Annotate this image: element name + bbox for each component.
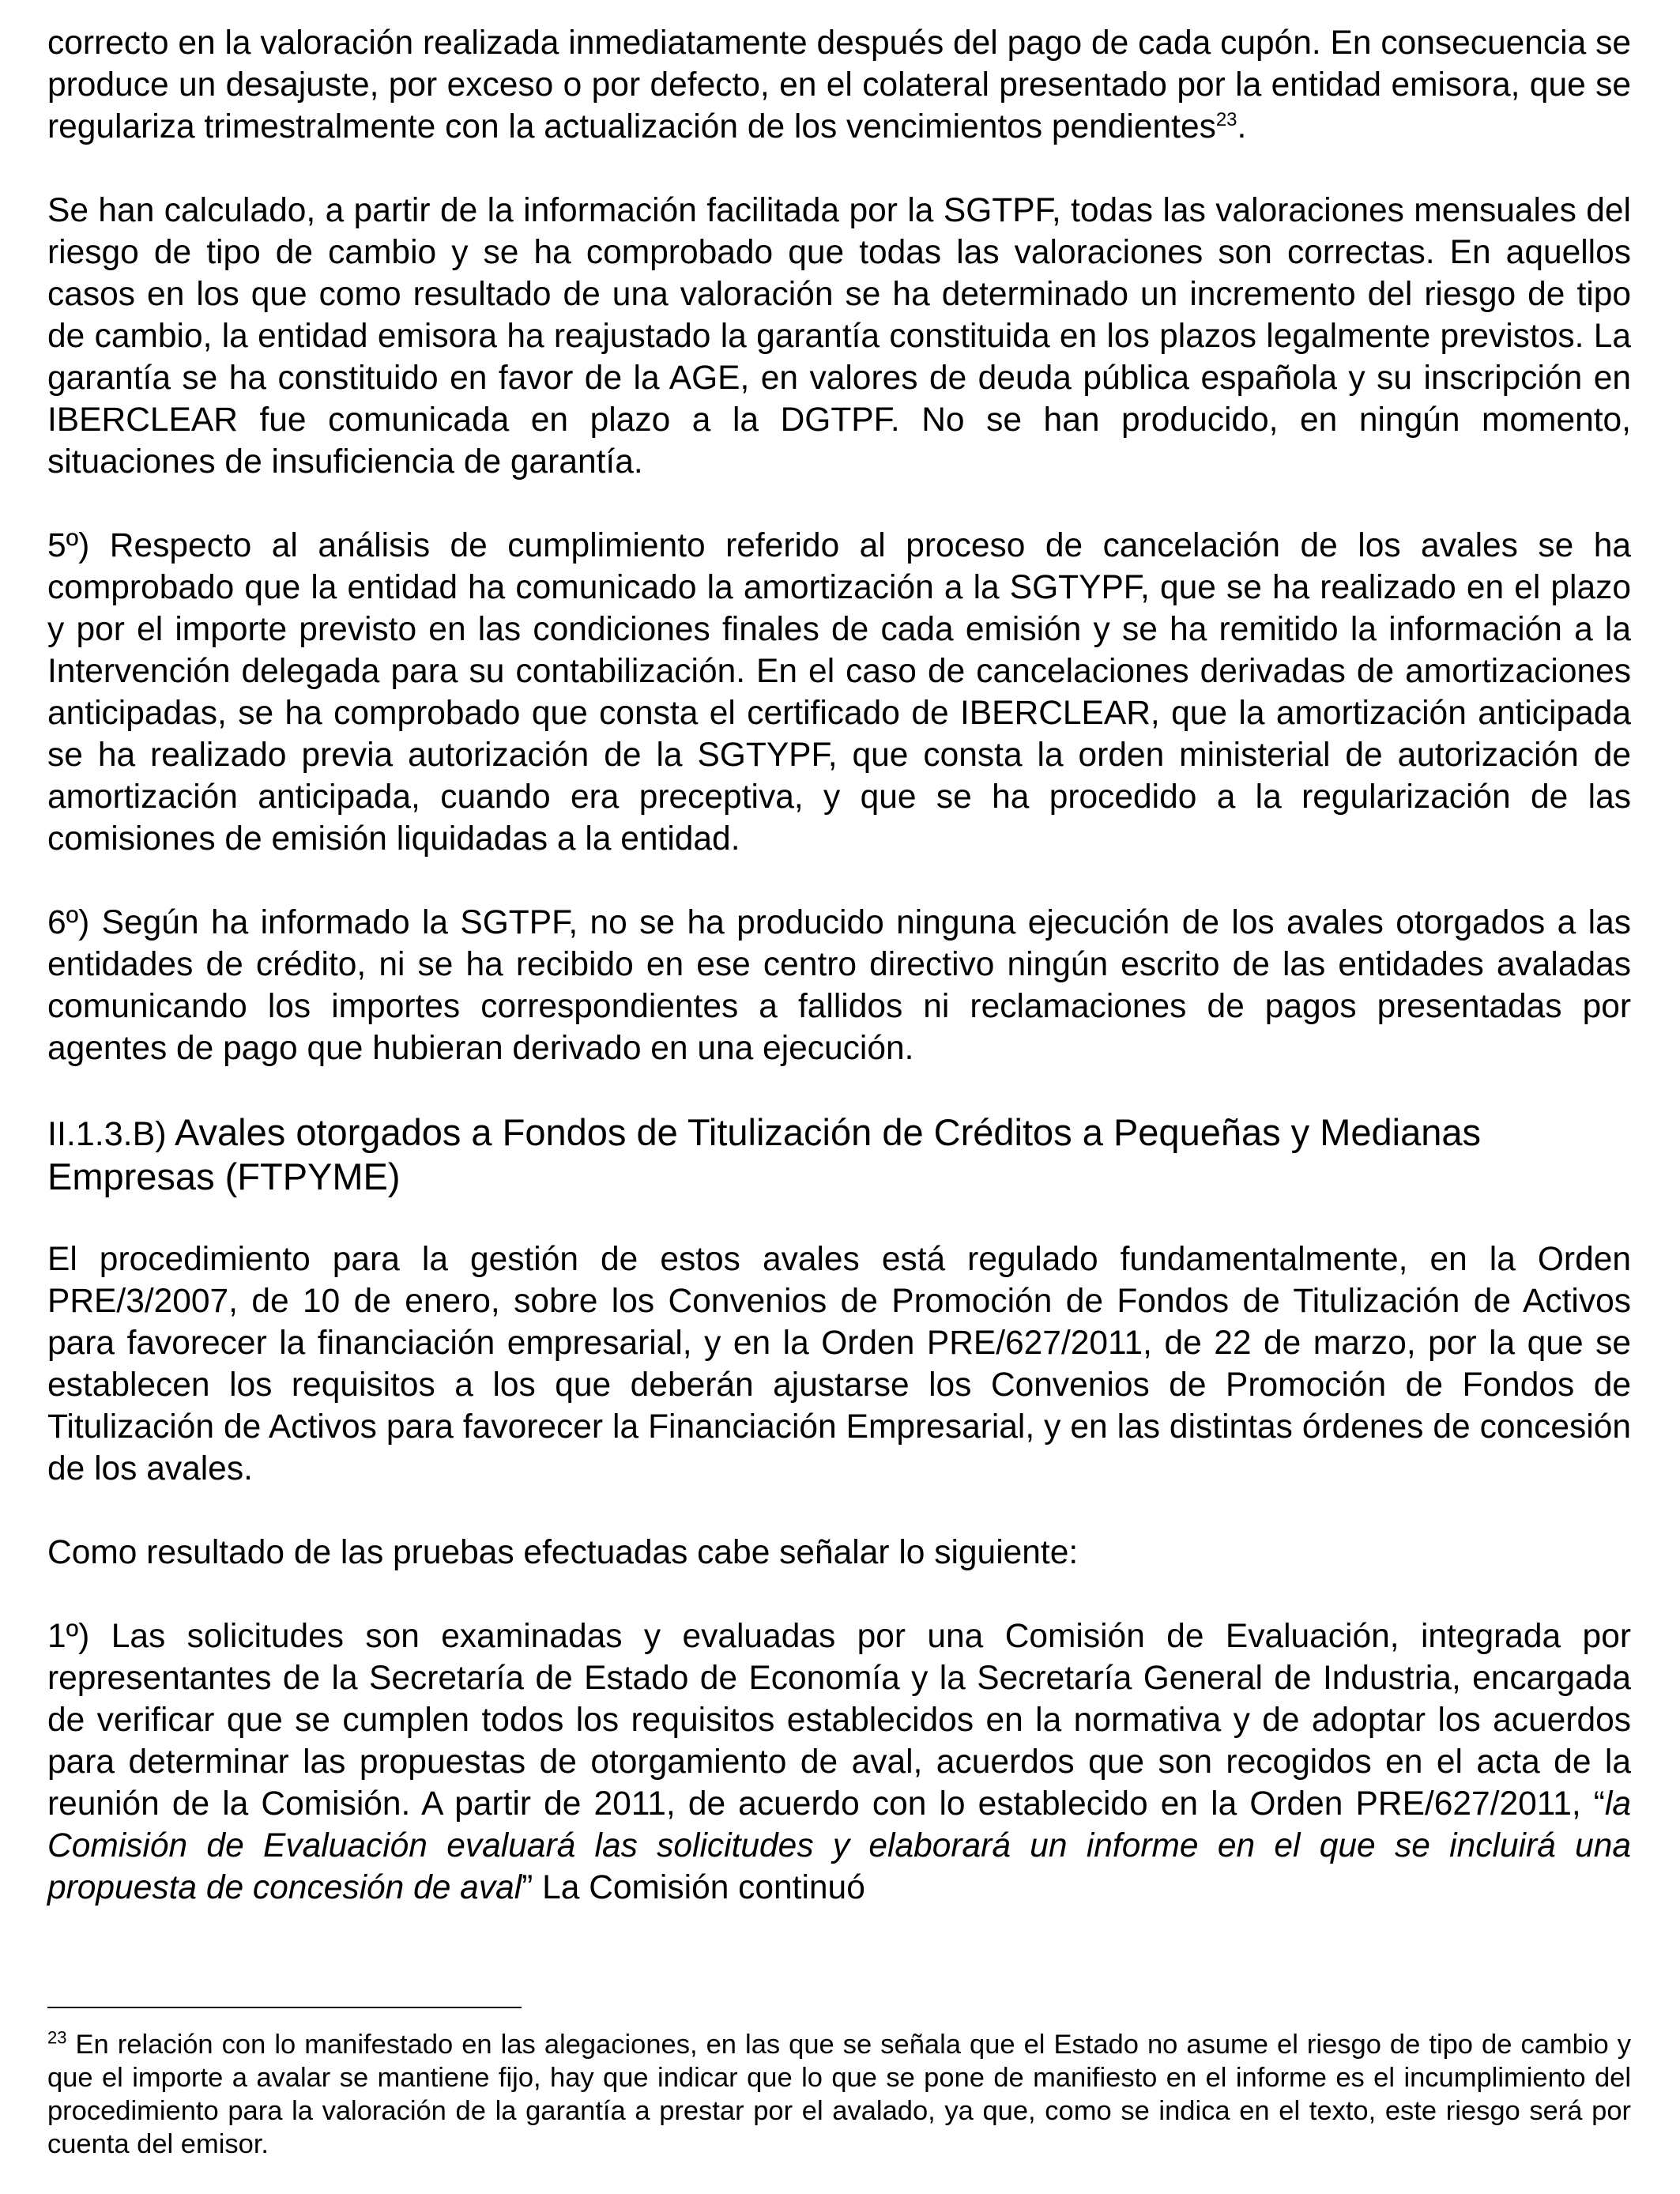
paragraph-results-intro: Como resultado de las pruebas efectuadas cabe señalar lo siguiente: [47, 1534, 1079, 1571]
footnote [47, 2028, 1631, 2161]
paragraph-commission [47, 1615, 1631, 1909]
paragraph-valuation [47, 22, 1631, 148]
footnote-separator [47, 2007, 522, 2008]
paragraph-cancellation: 5º) Respecto al análisis de cumplimiento referido al proceso de cancelación de los avales se ha comprobado que la entidad ha comunicado la amortización a la SGTYPF, que se ha realizado en el plazo y por el importe previsto en las condiciones finales de cada emisión y se ha remitido la información a la Intervención delegada para su contabilización. En el caso de cancelaciones derivadas de amortizaciones anticipadas, se ha comprobado que consta el certificado de IBERCLEAR, que la amortización anticipada se ha realizado previa autorización de la SGTYPF, que consta la orden ministerial de autorización de amortización anticipada, cuando era preceptiva, y que se ha procedido a la regularización de las comisiones de emisión liquidadas a la entidad. [47, 527, 1631, 858]
paragraph-text: 1º) Las solicitudes son examinadas y evaluadas por una Comisión de Evaluación, integrada por representantes de la Secretaría de Estado de Economía y la Secretaría General de Industria, encargada de verificar que se cumplen todos los requisitos establecidos en la normativa y de adoptar los acuerdos para determinar las propuestas de otorgamiento de aval, acuerdos que son recogidos en el acta de la reunión de la Comisión. A partir de 2011, de acuerdo con lo establecido en la Orden PRE/627/2011, “ [47, 1618, 1631, 1823]
section-heading [47, 1111, 1631, 1198]
footnote-text: En relación con lo manifestado en las alegaciones, en las que se señala que el Estado no asume el riesgo de tipo de cambio y que el importe a avalar se mantiene fijo, hay que indicar que lo que se pone de manifiesto en el informe es el incumplimiento del procedimiento para la valoración de la garantía a prestar por el avalado, ya que, como se indica en el texto, este riesgo será por cuenta del emisor. [47, 2030, 1631, 2159]
paragraph-text: ” La Comisión continuó [522, 1869, 865, 1906]
paragraph-text: correcto en la valoración realizada inmediatamente después del pago de cada cupón. En consecuencia se produce un desajuste, por exceso o por defecto, en el colateral presentado por la entidad emisora, que se regulariza trimestralmente con la actualización de los vencimientos pendientes [47, 25, 1631, 145]
section-title: Avales otorgados a Fondos de Titulización de Créditos a Pequeñas y Medianas Empresas (FTPYME) [47, 1111, 1482, 1197]
footnote-number: 23 [47, 2027, 67, 2048]
section-number: II.1.3.B) [47, 1115, 167, 1153]
paragraph-text: . [1237, 108, 1247, 145]
paragraph-exchange-risk: Se han calculado, a partir de la información facilitada por la SGTPF, todas las valoraciones mensuales del riesgo de tipo de cambio y se ha comprobado que todas las valoraciones son correctas. En aquellos casos en los que como resultado de una valoración se ha determinado un incremento del riesgo de tipo de cambio, la entidad emisora ha reajustado la garantía constituida en los plazos legalmente previstos. La garantía se ha constituido en favor de la AGE, en valores de deuda pública española y su inscripción en IBERCLEAR fue comunicada en plazo a la DGTPF. No se han producido, en ningún momento, situaciones de insuficiencia de garantía. [47, 192, 1631, 481]
quoted-text: la Comisión de Evaluación evaluará las solicitudes y elaborará un informe en el que se incluirá una propuesta de concesión de aval [47, 1785, 1631, 1906]
paragraph-execution: 6º) Según ha informado la SGTPF, no se ha producido ninguna ejecución de los avales otorgados a las entidades de crédito, ni se ha recibido en ese centro directivo ningún escrito de las entidades avaladas comunicando los importes correspondientes a fallidos ni reclamaciones de pagos presentadas por agentes de pago que hubieran derivado en una ejecución. [47, 904, 1631, 1067]
paragraph-procedure: El procedimiento para la gestión de estos avales está regulado fundamentalmente, en la Orden PRE/3/2007, de 10 de enero, sobre los Convenios de Promoción de Fondos de Titulización de Activos para favorecer la financiación empresarial, y en la Orden PRE/627/2011, de 22 de marzo, por la que se establecen los requisitos a los que deberán ajustarse los Convenios de Promoción de Fondos de Titulización de Activos para favorecer la Financiación Empresarial, y en las distintas órdenes de concesión de los avales. [47, 1241, 1631, 1487]
footnote-reference[interactable]: 23 [1215, 108, 1237, 130]
document-body [47, 22, 1631, 1909]
